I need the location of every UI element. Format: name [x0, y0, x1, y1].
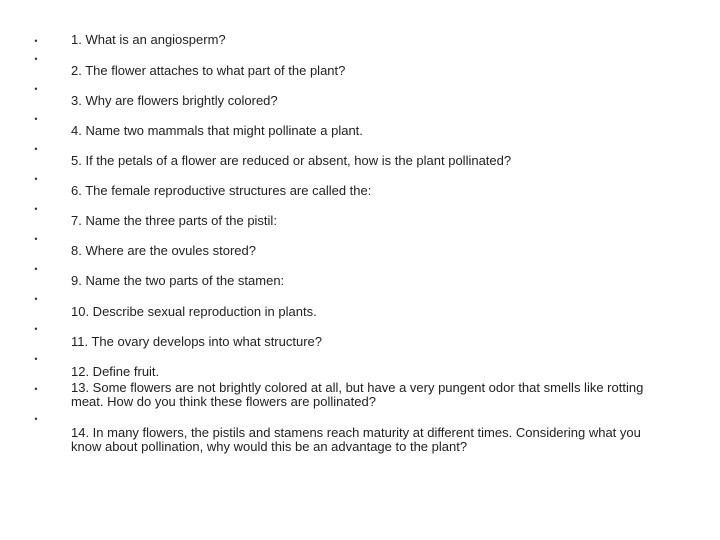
list-bullet: • — [34, 414, 38, 424]
question-item: 12. Define fruit. — [71, 364, 160, 379]
list-bullet: • — [34, 384, 38, 394]
list-bullet: • — [34, 204, 38, 214]
list-bullet: • — [34, 114, 38, 124]
list-bullet: • — [34, 174, 38, 184]
list-bullet: • — [34, 324, 38, 334]
question-item: 1. What is an angiosperm? — [71, 32, 226, 47]
list-bullet: • — [34, 264, 38, 274]
list-bullet: • — [34, 84, 38, 94]
list-bullet: • — [34, 54, 38, 64]
list-bullet: • — [34, 36, 38, 46]
question-item: 2. The flower attaches to what part of the plant? — [71, 63, 346, 78]
question-item: 8. Where are the ovules stored? — [71, 243, 256, 258]
question-item: 3. Why are flowers brightly colored? — [71, 93, 278, 108]
list-bullet: • — [34, 144, 38, 154]
list-bullet: • — [34, 294, 38, 304]
list-bullet: • — [34, 234, 38, 244]
question-item: 11. The ovary develops into what structure? — [71, 334, 322, 349]
question-item: 4. Name two mammals that might pollinate a plant. — [71, 123, 363, 138]
question-item: 10. Describe sexual reproduction in plants. — [71, 304, 317, 319]
question-item: 7. Name the three parts of the pistil: — [71, 213, 277, 228]
question-item: 9. Name the two parts of the stamen: — [71, 273, 285, 288]
question-item: 14. In many flowers, the pistils and stamens reach maturity at different times. Considering what you know about pollination, why would this be an advantage to the plant? — [71, 425, 641, 454]
question-item: 13. Some flowers are not brightly colored at all, but have a very pungent odor that smells like rotting meat. How do you think these flowers are pollinated? — [71, 380, 644, 409]
question-item: 5. If the petals of a flower are reduced or absent, how is the plant pollinated? — [71, 153, 512, 168]
question-item: 6. The female reproductive structures are called the: — [71, 183, 372, 198]
list-bullet: • — [34, 354, 38, 364]
